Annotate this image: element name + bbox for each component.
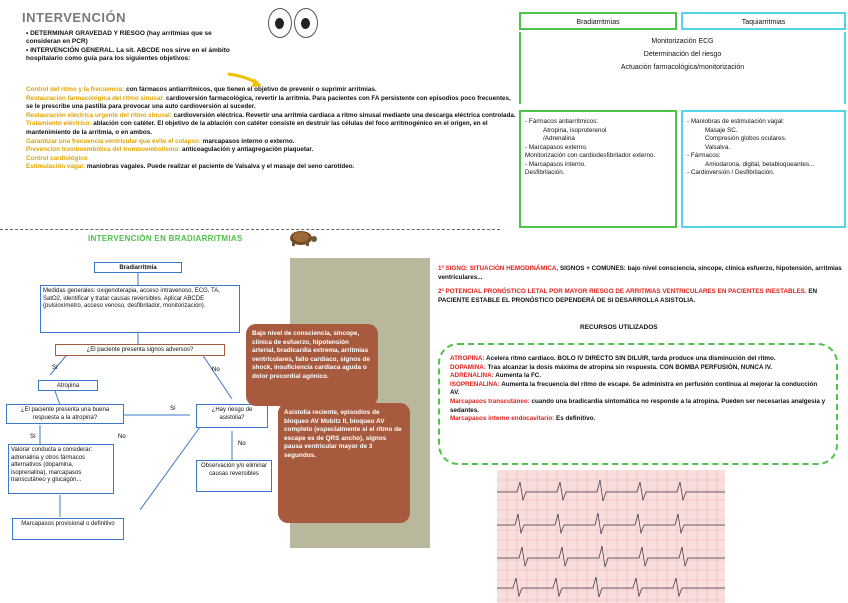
- intervention-item: Restauración eléctrica urgente del ritmo sinusal: cardioversión eléctrica. Revertir una arritmia cardiaca a ritmo sinusal mediante una descarga eléctrica controlada.: [26, 111, 516, 119]
- intervention-item: Prevención tromboembólica del tromboembolismo: anticoagulación y antiagregación plaquetar.: [26, 146, 314, 154]
- svg-text:Sí: Sí: [30, 434, 36, 440]
- intervencion-title: INTERVENCIÓN: [22, 10, 126, 25]
- recurso-item: Marcapasos transcutáneo: cuando una bradicardia sintomática no responde a la atropina. Pueden ser necesarias analgesia y sedantes.: [450, 397, 826, 414]
- recursos-title: RECURSOS UTILIZADOS: [580, 324, 658, 331]
- table-header-taquiarritmias: Taquiarritmias: [681, 12, 846, 30]
- shared-action: Determinación del riesgo: [643, 51, 722, 58]
- recursos-box: [438, 343, 838, 465]
- flow-question-adverse-signs: ¿El paciente presenta signos adversos?: [55, 344, 225, 356]
- recurso-item: ATROPINA: Acelera ritmo cardiaco. BOLO IV DIRECTO SIN DILUIR, tarda produce una disminución del ritmo.: [450, 355, 776, 362]
- intervention-item: Control cardiológico: [26, 154, 88, 162]
- intervention-item: Tratamiento eléctrico: ablación con catéter. El objetivo de la ablación con catéter consiste en destruir las células del foco arritmogénico en el origen, en el mantenimiento de la arritmia, o en ambos.: [26, 120, 488, 136]
- svg-text:No: No: [212, 367, 220, 373]
- svg-text:Sí: Sí: [170, 406, 176, 412]
- flow-atropina: Atropina: [38, 380, 98, 391]
- turtle-icon: [285, 228, 319, 246]
- flow-left-action: Valorar conducta a considerar: adrenalina y otros fármacos alternativos (dopamina, isoprenalina), marcapasos transcutáneo y glucagón...: [8, 444, 114, 494]
- flow-start: Bradiarritmia: [94, 262, 182, 273]
- recurso-item: ISOPRENALINA: Aumenta la frecuencia del ritmo de escape. Se administra en perfusión continua al mejorar la conducción AV.: [450, 380, 818, 397]
- shared-action: Monitorización ECG: [651, 38, 714, 45]
- flow-question-atropine-response: ¿El paciente presenta una buena respuesta a la atropina?: [6, 404, 124, 424]
- svg-text:No: No: [238, 441, 246, 447]
- intervention-list: [26, 86, 516, 172]
- recurso-item: ADRENALINA: Aumenta la FC.: [450, 372, 542, 380]
- bradiarritmias-column: - Fármacos antiarrítmicos: Atropina, isoproterenol /Adrenalina - Marcapasos externo. Monitorización con cardiodesfibrilador externo. - Marcapasos interno. Desfibrilación.: [519, 110, 677, 228]
- intervention-item: Control del ritmo y la frecuencia: con fármacos antiarrítmicos, que tienen el objetivo de prevenir o suprimir arritmias.: [26, 86, 377, 93]
- recurso-item: DOPAMINA: Tras alcanzar la dosis máxima de atropina sin respuesta. CON BOMBA PERFUSIÓN, NUNCA IV.: [450, 363, 773, 371]
- brady-section-title: INTERVENCIÓN EN BRADIARRITMIAS: [88, 234, 243, 243]
- table-header-bradiarritmias: Bradiarritmias: [519, 12, 677, 30]
- intervention-item: Restauración farmacológica del ritmo sinusal: cardioversión farmacológica, revertir la arritmia. Para pacientes con FA persistente con episodios poco frecuentes, se le prescribe una pastilla para provocar una auto cardioversión al suceder.: [26, 94, 511, 111]
- recurso-item: Marcapasos interno endocavitario: Es definitivo.: [450, 415, 596, 423]
- intervention-item: Garantizar una frecuencia ventricular que evite el colapso: marcapasos interno o externo.: [26, 137, 295, 145]
- flow-question-asystole-risk: ¿Hay riesgo de asistolia?: [196, 404, 268, 428]
- shared-action: Actuación farmacológica/monitorización: [620, 64, 745, 71]
- eyes-emoji-icon: [268, 8, 322, 38]
- asystole-risk-box: Asistolia reciente, episodios de bloqueo AV Mobitz II, bloqueo AV completo (especialmente si el ritmo de escape es de QRS ancho), signos pausa ventricular mayor de 3 segundos.: [278, 403, 410, 523]
- hemodynamic-note: 1º SIGNO: SITUACIÓN HEMODINÁMICA, SIGNOS + COMUNES: bajo nivel consciencia, síncope, clínica esfuerzo, hipotensión, arritmias ventriculares...: [438, 265, 842, 281]
- table-shared-actions: [519, 32, 846, 104]
- bullet-item: • INTERVENCIÓN GENERAL. La sit. ABCDE nos sirve en el ámbito hospitalario como guía para los siguientes objetivos:: [26, 47, 230, 62]
- flow-final-pacemaker: Marcapasos provisional o definitivo: [12, 518, 124, 540]
- bullet-item: • DETERMINAR GRAVEDAD Y RIESGO (hay arritmias que se consideran en PCR): [26, 30, 212, 45]
- section-divider: [0, 229, 500, 230]
- intervention-item: Estimulación vagal: maniobras vagales. Puede realizar el paciente de Valsalva y el masaje del seno carotídeo.: [26, 163, 355, 171]
- flow-observe: Observación y/o eliminar causas reversibles: [196, 460, 272, 492]
- taquiarritmias-column: - Maniobras de estimulación vagal: Masaje SC. Compresión globos oculares. Valsalva. - Fármacos: Amiodarona, digital, betabloqueantes... - Cardioversión / Desfibrilación.: [681, 110, 846, 228]
- ecg-strip-image: [497, 470, 725, 603]
- flow-general-measures: Medidas generales: oxigenoterapia, acceso intravenoso, ECG, TA, SatO2, identificar y tratar causas reversibles. Aplicar ABCDE (pulsioxímetro, acceso venoso, desfibrilador, monitorización).: [40, 285, 240, 333]
- svg-text:No: No: [118, 434, 126, 440]
- adverse-signs-box: Bajo nivel de consciencia, síncope, clínica de esfuerzo, hipotensión arterial, bradicardia extrema, arritmias ventriculares, fallo cardiaco, signos de shock, insuficiencia cardiaca aguda o dolor precordial agónico.: [246, 324, 378, 406]
- prognosis-note: 2º POTENCIAL PRONÓSTICO LETAL POR MAYOR RIESGO DE ARRITMIAS VENTRICULARES EN PACIENTES INESTABLES. EN PACIENTE ESTABLE EL PRONÓSTICO DEPENDERÁ DE SI DESARROLLA ASISTOLIA.: [438, 288, 818, 304]
- svg-text:Sí: Sí: [52, 365, 58, 371]
